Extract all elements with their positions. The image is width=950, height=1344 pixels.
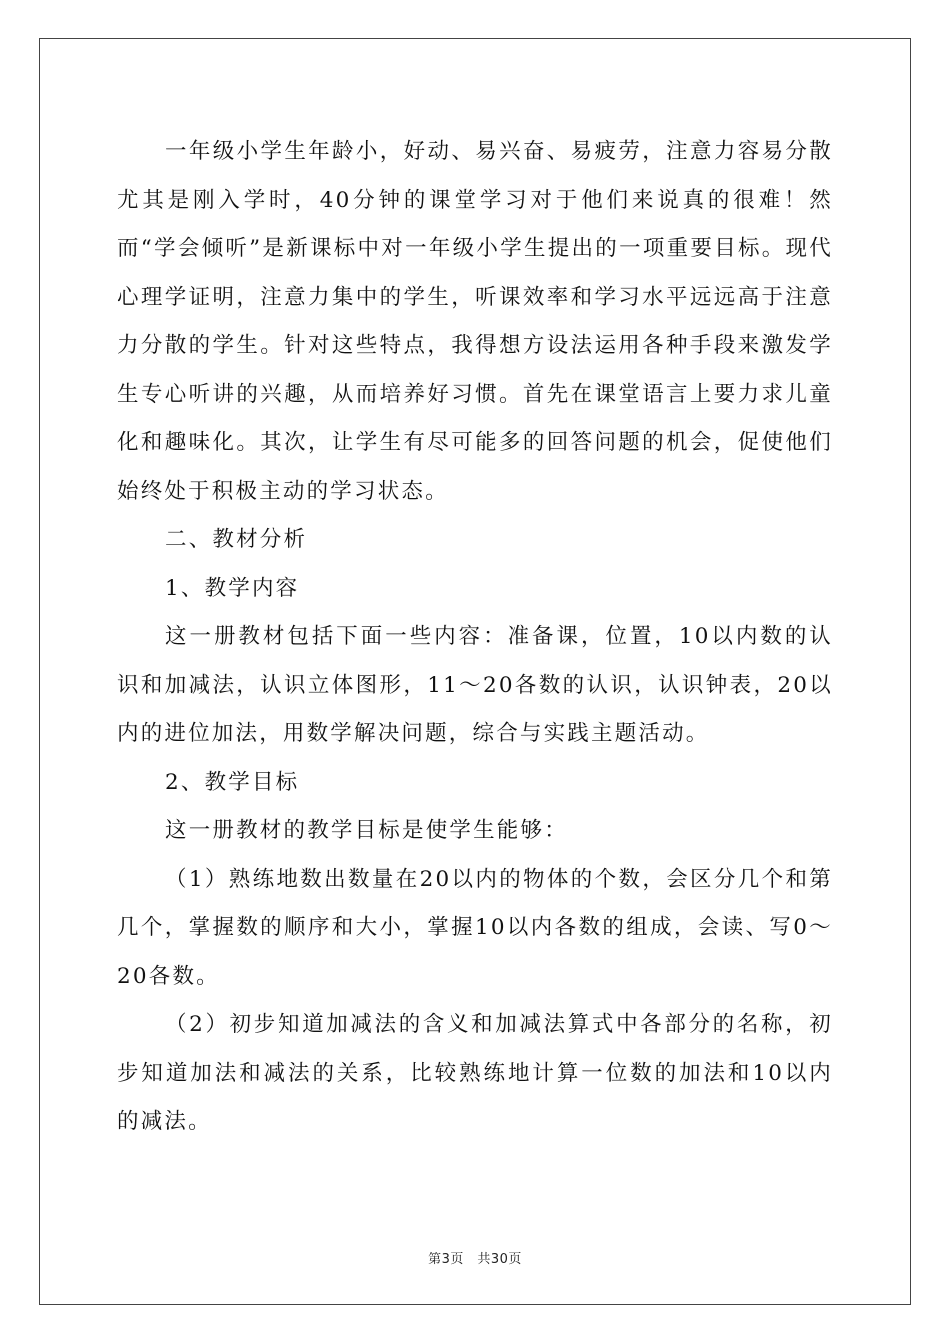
paragraph-goal-2: （2）初步知道加减法的含义和加减法算式中各部分的名称，初步知道加法和减法的关系，比较熟练地计算一位数的加法和10以内的减法。 [117,1012,833,1134]
heading-teaching-goals: 2、教学目标 [165,769,300,795]
document-body [117,128,833,1147]
paragraph-intro: 一年级小学生年龄小，好动、易兴奋、易疲劳，注意力容易分散尤其是刚入学时，40分钟的课堂学习对于他们来说真的很难！然而“学会倾听”是新课标中对一年级小学生提出的一项重要目标。现代心理学证明，注意力集中的学生，听课效率和学习水平远远高于注意力分散的学生。针对这些特点，我得想方设法运用各种手段来激发学生专心听讲的兴趣，从而培养好习惯。首先在课堂语言上要力求儿童化和趣味化。其次，让学生有尽可能多的回答问题的机会，促使他们始终处于积极主动的学习状态。 [117,139,833,504]
heading-teaching-content: 1、教学内容 [165,575,300,601]
heading-textbook-analysis: 二、教材分析 [165,527,308,552]
page-footer: 第3页 共30页 [428,1252,522,1267]
paragraph-goals-intro: 这一册教材的教学目标是使学生能够： [165,818,568,843]
paragraph-goal-1: （1）熟练地数出数量在20以内的物体的个数，会区分几个和第几个，掌握数的顺序和大小，掌握10以内各数的组成，会读、写0～20各数。 [117,866,833,989]
paragraph-teaching-content: 这一册教材包括下面一些内容：准备课，位置，10以内数的认识和加减法，认识立体图形，11～20各数的认识，认识钟表，20以内的进位加法，用数学解决问题，综合与实践主题活动。 [117,624,833,746]
